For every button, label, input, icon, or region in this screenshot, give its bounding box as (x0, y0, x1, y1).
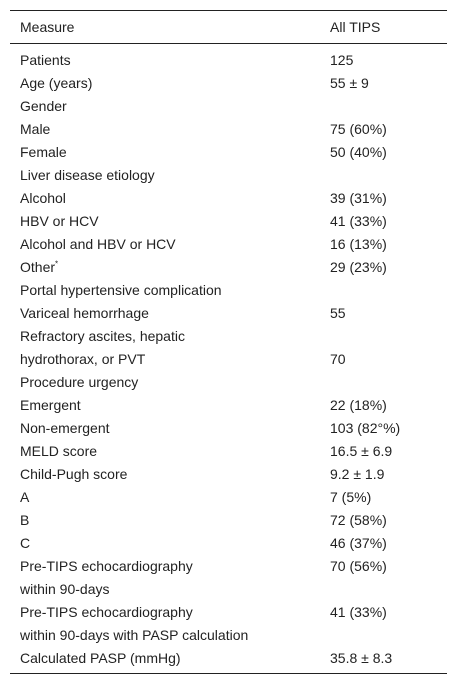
table-row (10, 140, 447, 163)
row-measure (10, 190, 330, 206)
row-measure-text: MELD score (20, 442, 98, 459)
row-measure-text: Refractory ascites, hepatic (20, 327, 185, 344)
table-row (10, 393, 447, 416)
row-value: 70 (56%) (330, 557, 387, 574)
row-value: 55 ± 9 (330, 74, 369, 91)
table-row (10, 301, 447, 324)
row-measure (10, 581, 330, 597)
row-measure (10, 213, 330, 229)
row-measure (10, 144, 330, 160)
row-value: 41 (33%) (330, 603, 387, 620)
row-measure (10, 52, 330, 68)
row-value: 35.8 ± 8.3 (330, 649, 393, 666)
row-measure-text: within 90-days (20, 580, 110, 597)
row-measure-text: Child-Pugh score (20, 465, 128, 482)
row-measure-text: Alcohol (20, 189, 66, 206)
row-measure (10, 420, 330, 436)
row-measure-text: Gender (20, 97, 67, 114)
table-row (10, 117, 447, 140)
row-measure-text: hydrothorax, or PVT (20, 350, 146, 367)
table-row (10, 508, 447, 531)
row-value: 72 (58%) (330, 511, 387, 528)
row-value: 39 (31%) (330, 189, 387, 206)
header-all-tips: All TIPS (330, 19, 381, 35)
row-measure-text: within 90-days with PASP calculation (20, 626, 249, 643)
row-value: 22 (18%) (330, 396, 387, 413)
row-measure-text: Emergent (20, 396, 81, 413)
row-value: 125 (330, 51, 354, 68)
row-measure-text: Non-emergent (20, 419, 110, 436)
row-value: 75 (60%) (330, 120, 387, 137)
row-measure-text: Liver disease etiology (20, 166, 155, 183)
row-measure (10, 351, 330, 367)
row-measure (10, 98, 330, 114)
table-row (10, 232, 447, 255)
table-row (10, 531, 447, 554)
row-measure (10, 236, 330, 252)
row-value: 16.5 ± 6.9 (330, 442, 393, 459)
row-value: 55 (330, 304, 346, 321)
table-row (10, 48, 447, 71)
table-body (10, 44, 447, 673)
table-row (10, 370, 447, 393)
row-measure (10, 75, 330, 91)
row-measure-text: Calculated PASP (mmHg) (20, 649, 181, 666)
row-measure (10, 443, 330, 459)
row-value: 9.2 ± 1.9 (330, 465, 385, 482)
row-measure (10, 328, 330, 344)
row-value: 7 (5%) (330, 488, 372, 505)
row-measure (10, 489, 330, 505)
row-measure (10, 259, 330, 275)
row-measure-text: Alcohol and HBV or HCV (20, 235, 176, 252)
row-measure (10, 121, 330, 137)
row-value: 16 (13%) (330, 235, 387, 252)
row-measure-text: Pre-TIPS echocardiography (20, 557, 193, 574)
row-measure-text: Other (20, 258, 56, 275)
row-value: 70 (330, 350, 346, 367)
row-value: 50 (40%) (330, 143, 387, 160)
row-measure (10, 627, 330, 643)
row-measure-text: Female (20, 143, 67, 160)
row-measure (10, 282, 330, 298)
table-row (10, 462, 447, 485)
footnote-marker: * (55, 258, 59, 268)
table-header-row (10, 11, 447, 44)
row-measure-text: Patients (20, 51, 71, 68)
table-row (10, 554, 447, 577)
row-measure (10, 466, 330, 482)
row-measure-text: HBV or HCV (20, 212, 99, 229)
row-value: 29 (23%) (330, 258, 387, 275)
row-measure-text: Male (20, 120, 51, 137)
row-measure (10, 650, 330, 666)
header-measure: Measure (20, 19, 75, 35)
row-measure (10, 535, 330, 551)
table-row (10, 577, 447, 600)
table-row (10, 71, 447, 94)
row-value: 41 (33%) (330, 212, 387, 229)
row-measure-text: A (20, 488, 30, 505)
row-value: 103 (82°%) (330, 419, 401, 436)
table-row (10, 485, 447, 508)
row-measure-text: Age (years) (20, 74, 93, 91)
table-row (10, 600, 447, 623)
table-row (10, 439, 447, 462)
table-row (10, 163, 447, 186)
row-measure-text: Variceal hemorrhage (20, 304, 149, 321)
table-row (10, 347, 447, 370)
row-measure (10, 167, 330, 183)
table-row (10, 324, 447, 347)
row-measure (10, 374, 330, 390)
table-row (10, 94, 447, 117)
row-measure-text: B (20, 511, 30, 528)
table-row (10, 209, 447, 232)
table-row (10, 646, 447, 669)
row-measure (10, 305, 330, 321)
row-measure-text: C (20, 534, 31, 551)
row-measure (10, 558, 330, 574)
row-value: 46 (37%) (330, 534, 387, 551)
row-measure-text: Pre-TIPS echocardiography (20, 603, 193, 620)
row-measure-text: Portal hypertensive complication (20, 281, 222, 298)
table-row (10, 278, 447, 301)
table-row (10, 255, 447, 278)
row-measure (10, 512, 330, 528)
row-measure (10, 604, 330, 620)
row-measure-text: Procedure urgency (20, 373, 139, 390)
table-row (10, 416, 447, 439)
table-row (10, 623, 447, 646)
data-table (10, 10, 447, 674)
row-measure (10, 397, 330, 413)
table-row (10, 186, 447, 209)
